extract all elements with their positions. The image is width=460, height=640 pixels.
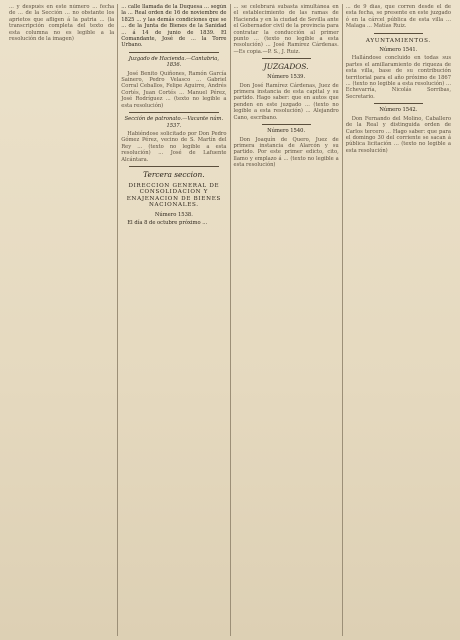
separator-rule	[129, 166, 218, 167]
article-heading: Juzgado de Hacienda.—Cantabria, 1836.	[128, 55, 220, 69]
section-heading: AYUNTAMIENTOS.	[365, 37, 431, 44]
article-body: El día 8 de octubre próximo ...	[127, 219, 208, 226]
column-1	[6, 4, 117, 636]
notice-number: Número 1538.	[154, 211, 193, 218]
separator-rule	[374, 33, 423, 34]
article-body: Don Joaquín de Quero, Juez de primera instancia de Alarcón y su partido. Por este primer edicto, cito, llamo y emplazo á ... (texto no legible a esta resolución)	[233, 136, 339, 169]
notice-number: Número 1539.	[267, 74, 306, 81]
article-body: ... de 9 días, que corren desde el de esta fecha, se presente en este juzgado ó en la cárcel pública de esta villa ... Malaga ... Matías Ruiz.	[345, 4, 451, 30]
column-4	[342, 4, 454, 636]
separator-rule	[262, 124, 311, 125]
directorate-heading: DIRECCION GENERAL DE CONSOLIDACION Y ENAJENACION DE BIENES NACIONALES.	[126, 182, 222, 209]
notice-number: Número 1541.	[379, 47, 418, 54]
article-body: ... se celebrará subasta simultánea en el establecimiento de las ramas de Hacienda y en la ciudad de Sevilla ante el Gobernador civil de la provincia para contratar la conducción al primer punto ... (texto no legible a esta resolución) ... José Ramírez Cárdenas.—Es copia.—P. S., J. Ruiz.	[233, 4, 339, 55]
section-heading: JUZGADOS.	[263, 62, 309, 72]
page-columns	[6, 4, 454, 636]
section-heading: Tercera seccion.	[143, 169, 205, 179]
article-body: Don José Ramírez Cárdenas, Juez de primera instancia de esta capital y su partido. Hago saber: que en autos que penden en este juzgado ... (texto no legible a esta resolución) ... Alejandro Cano, escribano.	[233, 82, 339, 121]
column-2-intro: ... calle llamada de la Duquesa ... según la ... Real orden de 16 de noviembre de 1825 ... y las demás condiciones que se ... de la Junta de Bienes de la Sanidad ... á 14 de junio de 1839. El Comandante, José de ... la Torre Urbano.	[121, 4, 227, 49]
column-1-text: ... y después en este número ... fecha de ... de la Sección ... no obstante los aprietos que afligen á la patria ... (la transcripción completa del texto de esta columna no es legible a la resolución de la imagen)	[9, 4, 115, 43]
article-body: Don Fernando del Molino, Caballero de la Real y distinguida orden de Carlos tercero ... Hago saber: que para el domingo 30 del corriente se sacan á pública licitación ... (texto no legible a esta resolución)	[345, 115, 451, 154]
column-2	[117, 4, 229, 636]
separator-rule	[129, 112, 218, 113]
column-3	[230, 4, 342, 636]
article-body: Habiéndose solicitado por Don Pedro Gómez Pérez, vecino de S. Martín del Rey ... (texto no legible a esta resolución) ... José de Lafuente Alcántara.	[121, 130, 227, 163]
notice-number: Número 1542.	[379, 107, 418, 114]
notice-number: Número 1540.	[267, 128, 306, 135]
separator-rule	[374, 103, 423, 104]
article-body: José Benito Quiñones, Ramón García Sainero, Pedro Velasco ... Gabriel Corral Ceballos, Felipe Aguirre, Andrés Cortés, Juan Cortés ... Manuel Pérez, José Rodríguez ... (texto no legible a esta resolución)	[121, 70, 227, 109]
separator-rule	[262, 58, 311, 59]
article-body: Hallándose concluido en todas sus partes el amillaramiento de riqueza de esta villa, base de su contribución territorial para el año próximo de 1867 ... (texto no legible a esta resolución) ... Echevarría, Nicolás Sorribas, Secretario.	[345, 55, 451, 100]
separator-rule	[129, 52, 218, 53]
article-heading: Sección de patronato.—Vacante núm. 1537.	[124, 116, 224, 129]
